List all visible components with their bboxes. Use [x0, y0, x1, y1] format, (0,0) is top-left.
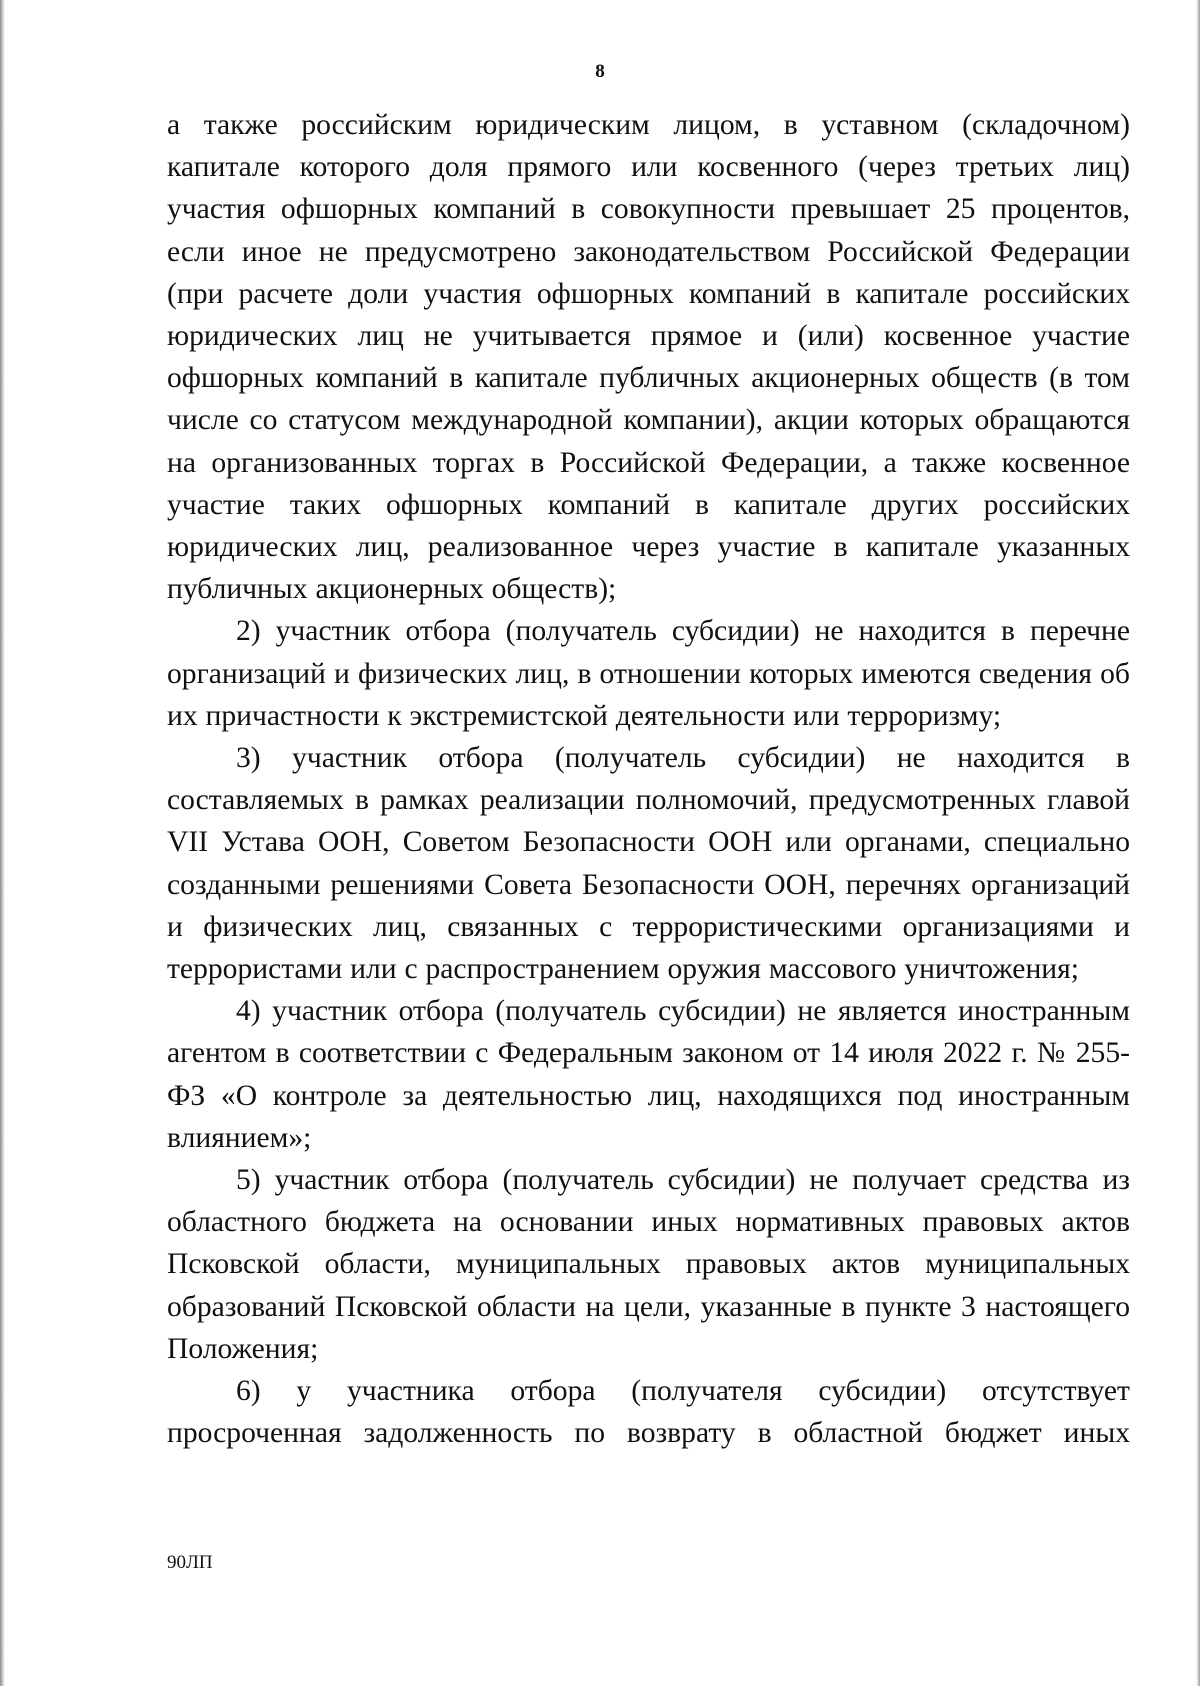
page-number: 8 [595, 61, 605, 82]
paragraph-item-6: 6) у участника отбора (получателя субсидии) отсутствует просроченная задолженность по возврату в областной бюджет иных [167, 1375, 1130, 1450]
scan-edge-right [1196, 0, 1200, 1686]
paragraph-item-3: 3) участник отбора (получатель субсидии) не находится в составляемых в рамках реализации полномочий, предусмотренных главой VII Устава ООН, Советом Безопасности ООН или органами, специально созданными решениями Совета Безопасности ООН, перечнях организаций и физических лиц, связанных с террористическими организациями и террористами или с распространением оружия массового уничтожения; [167, 742, 1130, 986]
paragraph-continuation: а также российским юридическим лицом, в уставном (складочном) капитале которого доля прямого или косвенного (через третьих лиц) участия офшорных компаний в совокупности превышает 25 процентов, если иное не предусмотрено законодательством Российской Федерации (при расчете доли участия офшорных компаний в капитале российских юридических лиц не учитывается прямое и (или) косвенное участие офшорных компаний в капитале публичных акционерных обществ (в том числе со статусом международной компании), акции которых обращаются на организованных торгах в Российской Федерации, а также косвенное участие таких офшорных компаний в капитале других российских юридических лиц, реализованное через участие в капитале указанных публичных акционерных обществ); [167, 109, 1130, 606]
paragraph-item-2: 2) участник отбора (получатель субсидии) не находится в перечне организаций и физических лиц, в отношении которых имеются сведения об их причастности к экстремистской деятельности или терроризму; [167, 615, 1130, 732]
document-body [167, 104, 1130, 1455]
paragraph-item-5: 5) участник отбора (получатель субсидии) не получает средства из областного бюджета на основании иных нормативных правовых актов Псковской области, муниципальных правовых актов муниципальных образований Псковской области на цели, указанные в пункте 3 настоящего Положения; [167, 1164, 1130, 1365]
document-code: 90ЛП [167, 1552, 213, 1573]
scan-edge-left [0, 0, 5, 1686]
paragraph-item-4: 4) участник отбора (получатель субсидии) не является иностранным агентом в соответствии с Федеральным законом от 14 июля 2022 г. № 255-ФЗ «О контроле за деятельностью лиц, находящихся под иностранным влиянием»; [167, 995, 1130, 1154]
